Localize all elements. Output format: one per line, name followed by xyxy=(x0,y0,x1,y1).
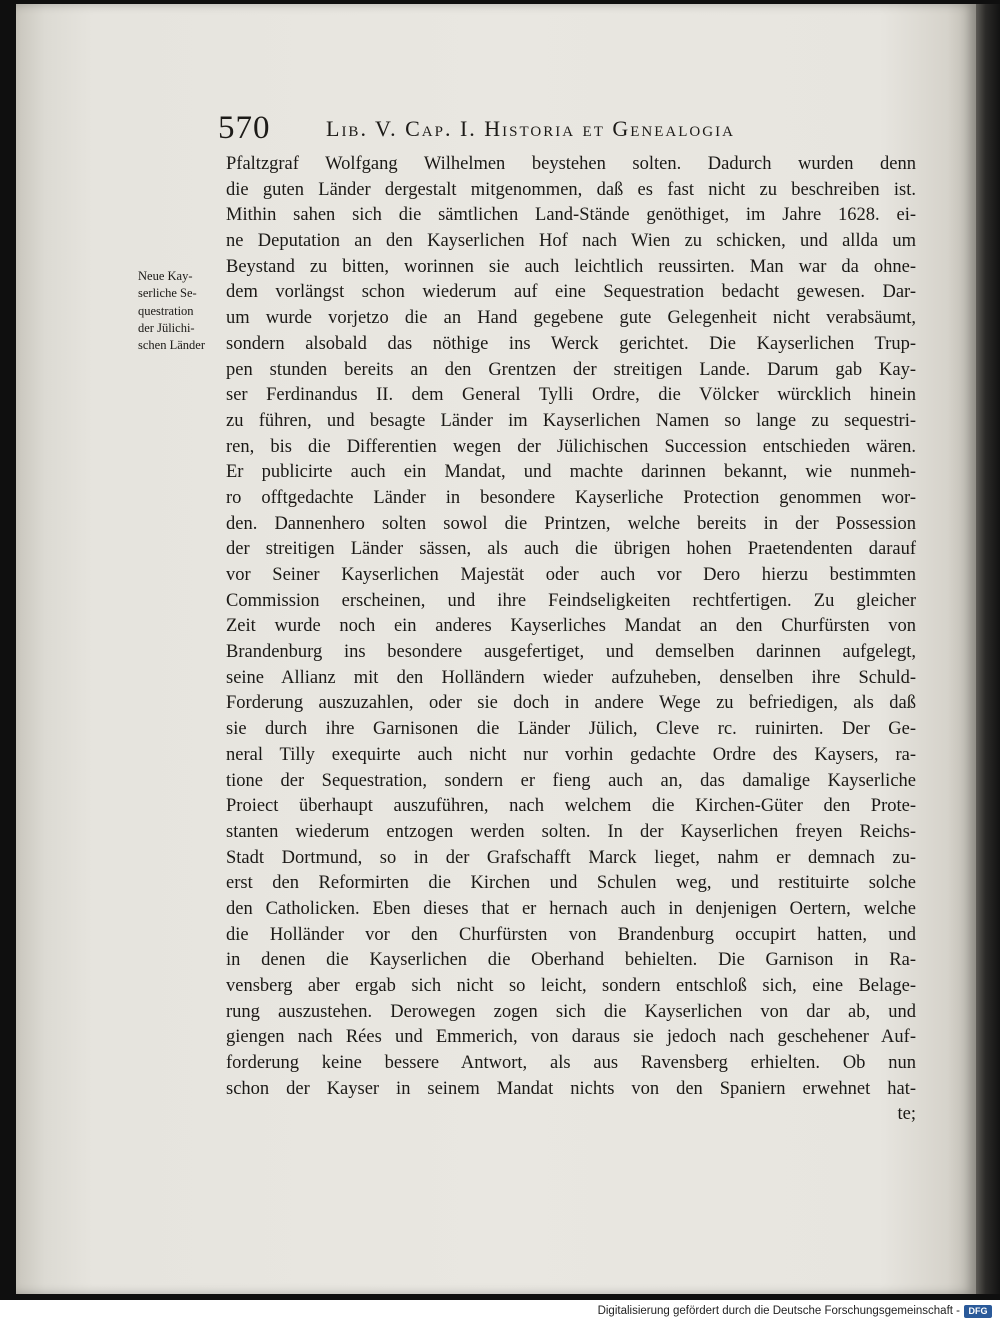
body-text xyxy=(226,152,916,1128)
text-line: vor Seiner Kayserlichen Majestät oder auch vor Dero hierzu bestimmten xyxy=(226,565,916,585)
margin-note xyxy=(138,268,224,354)
text-line: Pfaltzgraf Wolfgang Wilhelmen beystehen solten. Dadurch wurden denn xyxy=(226,154,916,174)
text-line: die Holländer vor den Churfürsten von Brandenburg occupirt hatten, und xyxy=(226,924,916,945)
text-line: Beystand zu bitten, worinnen sie auch leichtlich reussirten. Man war da ohne- xyxy=(226,256,916,277)
text-line: den. Dannenhero solten sowol die Printzen, welche bereits in der Possession xyxy=(226,513,916,534)
text-line: Commission erscheinen, und ihre Feindseligkeiten rechtfertigen. Zu gleicher xyxy=(226,590,916,611)
text-line: Mithin sahen sich die sämtlichen Land-Stände genöthiget, im Jahre 1628. ei- xyxy=(226,205,916,226)
text-line: te; xyxy=(897,1104,916,1125)
text-line: Er publicirte auch ein Mandat, und machte darinnen bekannt, wie nunmeh- xyxy=(226,462,916,483)
text-line: in denen die Kayserlichen die Oberhand behielten. Die Garnison in Ra- xyxy=(226,950,916,971)
text-line: die guten Länder dergestalt mitgenommen, daß es fast nicht zu beschreiben ist. xyxy=(226,179,916,200)
text-line: ser Ferdinandus II. dem General Tylli Ordre, die Völcker würcklich hinein xyxy=(226,385,916,406)
text-line: Proiect überhaupt auszuführen, nach welchem die Kirchen-Güter den Prote- xyxy=(226,796,916,817)
text-line: neral Tilly exequirte auch nicht nur vorhin gedachte Ordre des Kaysers, ra- xyxy=(226,744,916,765)
text-line: der streitigen Länder sässen, als auch die übrigen hohen Praetendenten darauf xyxy=(226,539,916,560)
text-line: giengen nach Rées und Emmerich, von daraus sie jedoch nach geschehener Auf- xyxy=(226,1027,916,1048)
text-line: rung auszustehen. Derowegen zogen sich die Kayserlichen von dar ab, und xyxy=(226,1001,916,1022)
text-line: ne Deputation an den Kayserlichen Hof nach Wien zu schicken, und allda um xyxy=(226,231,916,252)
text-line: seine Allianz mit den Holländern wieder aufzuheben, denselben ihre Schuld- xyxy=(226,667,916,688)
margin-note-line: questration xyxy=(138,303,194,318)
text-line: stanten wiederum entzogen werden solten. In der Kayserlichen freyen Reichs- xyxy=(226,821,916,842)
text-line: Brandenburg ins besondere ausgefertiget, und demselben darinnen aufgelegt, xyxy=(226,642,916,663)
text-line: vensberg aber ergab sich nicht so leicht, sondern entschloß sich, eine Belage- xyxy=(226,976,916,996)
page-header xyxy=(218,108,808,148)
page-number: 570 xyxy=(218,110,271,146)
margin-note-line: serliche Se- xyxy=(138,286,197,301)
footer-bar xyxy=(0,1300,1000,1323)
running-title: Lib. V. Cap. I. Historia et Genealogia xyxy=(326,116,735,141)
text-line: sie durch ihre Garnisonen die Länder Jülich, Cleve rc. ruinirten. Der Ge- xyxy=(226,719,916,740)
text-line: um wurde vorjetzo die an Hand gegebene gute Gelegenheit nicht verabsäumt, xyxy=(226,308,916,329)
text-line: schon der Kayser in seinem Mandat nichts von den Spaniern erwehnet hat- xyxy=(226,1078,916,1099)
text-line: erst den Reformirten die Kirchen und Schulen weg, und restituirte solche xyxy=(226,873,916,894)
text-line: zu führen, und besagte Länder im Kayserlichen Namen so lange zu sequestri- xyxy=(226,410,916,431)
text-line: dem vorlängst schon wiederum auf eine Sequestration bedacht gewesen. Dar- xyxy=(226,282,916,303)
funding-credit: Digitalisierung gefördert durch die Deutsche Forschungsgemeinschaft - xyxy=(597,1305,960,1317)
margin-note-line: der Jülichi- xyxy=(138,320,195,335)
text-line: Zeit wurde noch ein anderes Kayserliches Mandat an den Churfürsten von xyxy=(226,616,916,637)
text-line: pen stunden bereits an den Grentzen der streitigen Lande. Darum gab Kay- xyxy=(226,359,916,380)
text-line: ren, bis die Differentien wegen der Jülichischen Succession entschieden wären. xyxy=(226,436,916,457)
text-line: ro offtgedachte Länder in besondere Kayserliche Protection genommen wor- xyxy=(226,487,916,508)
margin-note-line: schen Länder xyxy=(138,338,205,353)
text-line: forderung keine bessere Antwort, als aus Ravensberg erhielten. Ob nun xyxy=(226,1053,916,1074)
page-edge-shadow xyxy=(976,4,1000,1294)
text-line: sondern alsobald das nöthige ins Werck gerichtet. Die Kayserlichen Trup- xyxy=(226,333,916,354)
text-line: Forderung auszuzahlen, oder sie doch in andere Wege zu befriedigen, als daß xyxy=(226,693,916,714)
text-line: Stadt Dortmund, so in der Grafschafft Marck lieget, nahm er demnach zu- xyxy=(226,847,916,868)
margin-note-line: Neue Kay- xyxy=(138,269,193,283)
dfg-logo: DFG xyxy=(964,1305,992,1318)
text-line: den Catholicken. Eben dieses that er hernach auch in denjenigen Oertern, welche xyxy=(226,898,916,919)
text-line: tione der Sequestration, sondern er fieng auch an, das damalige Kayserliche xyxy=(226,770,916,791)
